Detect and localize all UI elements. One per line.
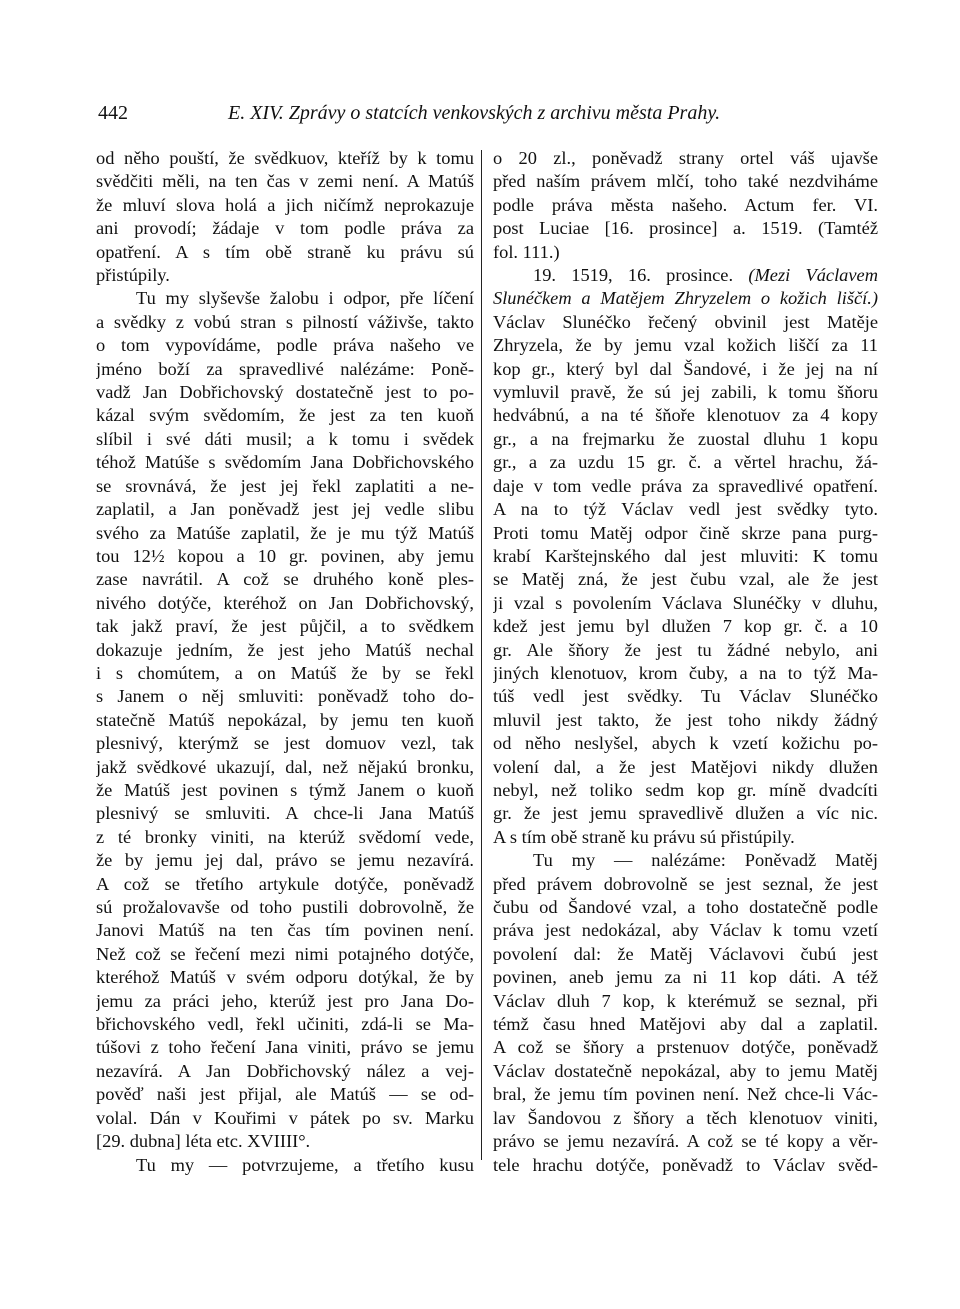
text-line: se srovnává, že jest jej řekl zaplatiti a ne-: [96, 475, 474, 496]
text-line: břichovského vedl, řekl učiniti, zdá-li se Ma-: [96, 1014, 474, 1035]
text-line: mluvil jest takto, že jest toho nikdy žádný: [493, 709, 878, 730]
text-line: Václav dostatečně nepokázal, aby to jemu Matěj: [493, 1060, 878, 1081]
text-line: kdež jest jemu byl dlužen 7 kop gr. č. a 10: [493, 616, 878, 637]
text-line: kop gr., který byl dal Šandové, i že jej na ní: [493, 358, 878, 379]
text-line: tele hrachu dotýče, poněvadž to Václav svěd-: [493, 1154, 878, 1175]
text-line: túš vedl jest svědky. Tu Václav Slunéčko: [493, 686, 878, 707]
text-line: Janovi Matúš na ten čas tím povinen není.: [96, 920, 474, 941]
text-line: jméno boží za spravedlivé nalézáme: Poně-: [96, 358, 474, 379]
text-line: sú prožalovavše od toho pustili dobrovolně, že: [96, 897, 474, 918]
text-line: z té bronky viniti, na kterúž svědomí vede,: [96, 826, 474, 847]
text-line: volal. Dán v Kouřimi v pátek po sv. Marku: [96, 1107, 474, 1128]
text-line: vymluvil pravě, že sú jej zabili, k tomu šňoru: [493, 382, 878, 403]
text-line: ji vzal s povolením Václava Slunéčky v dluhu,: [493, 592, 878, 613]
text-line: fol. 111.): [493, 241, 560, 262]
text-line: a svědky z vobú stran s pilností váživše, takto: [96, 311, 474, 332]
text-line: 19. 1519, 16. prosince. (Mezi Václavem: [533, 265, 878, 286]
text-line: Václav dluh 7 kop, k kterémuž se seznal, při: [493, 990, 878, 1011]
text-line: Tu my — nalézáme: Poněvadž Matěj: [533, 850, 878, 871]
text-line: daje v tom vedle práva za spravedlivé opatření.: [493, 475, 878, 496]
text-line: bral, že jemu tím povinen není. Než chce-li Vác-: [493, 1084, 878, 1105]
page-number: 442: [98, 102, 128, 124]
text-line: jemu za práci jeho, kterúž jest pro Jana Do-: [96, 990, 474, 1011]
text-line: Tu my slyševše žalobu i odpor, pře líčení: [136, 288, 474, 309]
text-line: práva jest nedokázal, aby Václav k tomu vzetí: [493, 920, 878, 941]
text-line: [29. dubna] léta etc. XVIIII°.: [96, 1131, 311, 1152]
text-line: A což se šňory a prstenuov dotýče, poněvadž: [493, 1037, 878, 1058]
text-line: povolení dal: že Matěj Václavovi čubú jest: [493, 943, 878, 964]
text-line: od něho pouští, že svědkuov, kteříž by k tomu: [96, 148, 474, 168]
text-line: Václav Slunéčko řečený obvinil jest Matěje: [493, 311, 878, 332]
text-line: tak jakž praví, že jest půjčil, a to svědkem: [96, 616, 474, 637]
text-line: že Matúš jest povinen s týmž Janem o kuoň: [96, 779, 474, 800]
text-line: tou 12½ kopou a 10 gr. povinen, aby jemu: [96, 545, 474, 566]
text-line: statečně Matúš nepokázal, by jemu ten kuoň: [96, 709, 474, 730]
text-line: jiných klenotuov, krom čuby, a na to týž Ma-: [493, 662, 878, 683]
text-line: i s chomútem, a on Matúš že by se řekl: [96, 662, 474, 683]
text-line: slíbil i své dáti musil; a k tomu i svědek: [96, 428, 474, 449]
text-line: témž času hned Matějovi aby dal a zaplatil.: [493, 1014, 878, 1035]
text-line: že mluví slova holá a jich ničímž neprokazuje: [96, 194, 474, 215]
text-line: jakž svědkové ukazují, dal, než nějakú bronku,: [96, 756, 474, 777]
text-line: zase navrátil. A což se druhého koně ples-: [96, 569, 474, 590]
text-line: gr., a za uzdu 15 gr. č. a věrtel hrachu, žá-: [493, 452, 878, 473]
text-line: krabí Karštejnského dal jest mluviti: K tomu: [493, 545, 878, 566]
text-line: A s tím obě straně ku právu sú přistúpily.: [493, 826, 795, 847]
text-line: nezavírá. A Jan Dobřichovský nález a vej-: [96, 1060, 474, 1081]
page-header: [98, 102, 870, 132]
text-line: nivého dotýče, kteréhož on Jan Dobřichovský,: [96, 592, 474, 613]
text-line: post Luciae [16. prosince] a. 1519. (Tamtéž: [493, 218, 878, 239]
right-column: [493, 147, 878, 1177]
text-line: s Janem o něj smluviti: poněvadž toho do-: [96, 686, 474, 707]
text-line: gr., a na frejmarku že zuostal dluhu 1 kopu: [493, 428, 878, 449]
text-line: před právem dobrovolně se jest seznal, že jest: [493, 873, 878, 894]
text-line: kteréhož Matúš v svém odporu dotýkal, že by: [96, 967, 474, 988]
text-line: Než což se řečení mezi nimi potajného dotýče,: [96, 943, 474, 964]
text-line: gr. že jest jemu spravedlivě dlužen a víc nic.: [493, 803, 878, 824]
text-line: svědčiti měli, na ten čas v zemi není. A Matúš: [96, 171, 474, 192]
text-line: před naším právem mlčí, toho také nezdvihámе: [493, 171, 878, 192]
text-line: Proti tomu Matěj odpor čině skrze pana purg-: [493, 522, 878, 543]
running-head: E. XIV. Zprávy o statcích venkovských z archivu města Prahy.: [228, 102, 721, 124]
text-line: lav Šandovou z šňory a těch klenotuov viniti,: [493, 1107, 878, 1128]
text-line: plesnivý se smluviti. A chce-li Jana Matúš: [96, 803, 474, 824]
text-line: podle práva města našeho. Actum fer. VI.: [493, 194, 878, 215]
text-line: kázal svým svědomím, že jest za ten kuoň: [96, 405, 474, 426]
text-line: Slunéčkem a Matějem Zhryzelem o kožich liščí.): [493, 288, 878, 309]
text-line: od něho neslyšel, abych k vzetí kožichu po-: [493, 733, 878, 754]
text-line: volení dal, a že jest Matějovi nikdy dlužen: [493, 756, 878, 777]
text-line: svého za Matúše zaplatil, že je mu týž Matúš: [96, 522, 474, 543]
text-line: A což se třetího artykule dotýče, poněvadž: [96, 873, 474, 894]
text-line: opatření. A s tím obě straně ku právu sú: [96, 241, 474, 262]
text-line: o tom vypovídáme, podle práva našeho ve: [96, 335, 474, 356]
text-line: dokazuje jedním, že jest jeho Matúš nechal: [96, 639, 474, 660]
text-line: A na to týž Václav vedl jest svědky tyto.: [493, 499, 878, 520]
text-line: se Matěj zná, že jest čubu vzal, ale že jest: [493, 569, 878, 590]
text-line: túšovi z toho řečení Jana viniti, právo se jemu: [96, 1037, 474, 1058]
text-line: Tu my — potvrzujeme, a třetího kusu: [136, 1154, 474, 1175]
text-line: právo se jemu nezavírá. A což se té kopy a věr-: [493, 1131, 878, 1152]
text-line: nebyl, než toliko sedm kop gr. míně dvadcíti: [493, 779, 878, 800]
text-line: povinen, aneb jemu za ni 11 kop dáti. A též: [493, 967, 878, 988]
text-line: o 20 zl., poněvadž strany ortel váš ujavše: [493, 148, 878, 168]
text-line: ani provodí; žádaje v tom podle práva za: [96, 218, 474, 239]
text-line: téhož Matúše s svědomím Jana Dobřichovského: [96, 452, 474, 473]
text-line: že by jemu jej dal, právo se jemu nezavírá.: [96, 850, 474, 871]
text-line: zaplatil, a Jan poněvadž jest jej vedle slibu: [96, 499, 474, 520]
text-line: plesnivý, kterýmž se jest domuov vezl, tak: [96, 733, 474, 754]
text-line: gr. Ale šňory že jest tu žádné nebylo, ani: [493, 639, 878, 660]
text-line: Zhryzela, že by jemu vzal kožich liščí za 11: [493, 335, 878, 356]
text-line: vadž Jan Dobřichovský dostatečně jest to po-: [96, 382, 474, 403]
text-line: čubu od Šandové vzal, a toho dostatečně podle: [493, 897, 878, 918]
text-line: hedvábnú, a na té šňoře klenotuov za 4 kopy: [493, 405, 878, 426]
text-line: přistúpily.: [96, 265, 170, 286]
text-line: pověď naši jest přijal, ale Matúš — se od-: [96, 1084, 474, 1105]
column-divider: [481, 150, 482, 1160]
left-column: [96, 147, 474, 1177]
